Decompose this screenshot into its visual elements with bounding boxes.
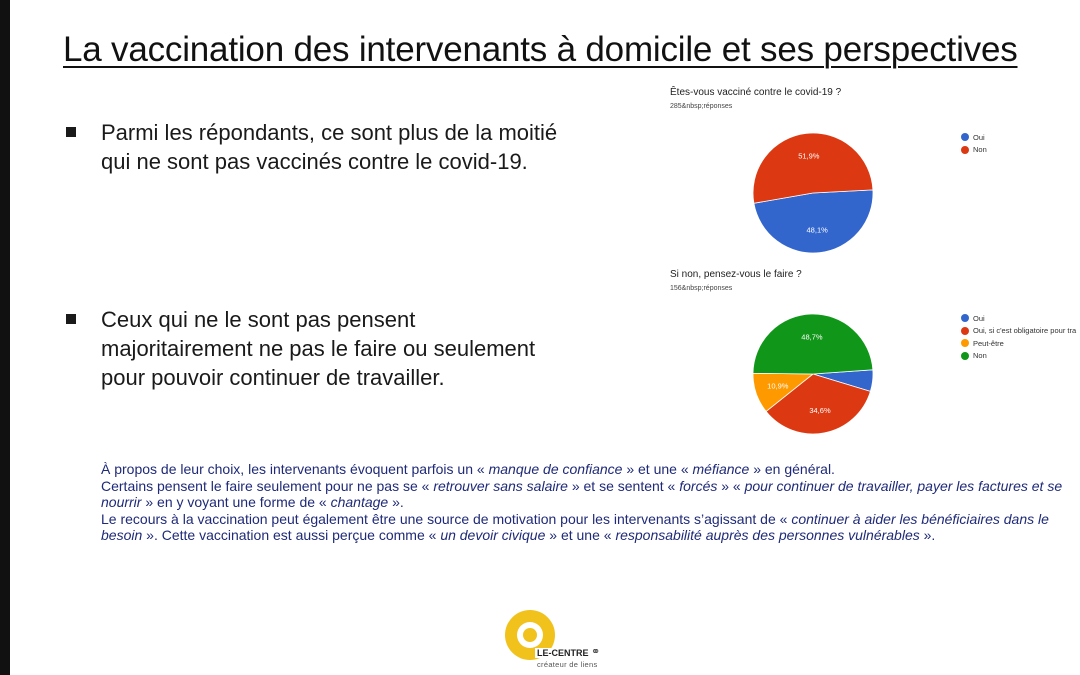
summary-text: Le recours à la vaccination peut également être une source de motivation pour les intervenants s’agissant de « [101,510,792,527]
summary-text: ». [388,494,404,510]
bullet-text: Ceux qui ne le sont pas pensent majoritairement ne pas le faire ou seulement pour pouvoir continuer de travailler. [101,307,536,390]
chart1-pie [753,133,873,253]
summary-text: ». [919,527,936,543]
legend-swatch [961,314,969,322]
pie-slice-non [753,314,873,374]
legend-item [961,350,1076,363]
chart1-title: Êtes-vous vacciné contre le covid-19 ? [670,87,842,98]
legend-label: Non [973,145,987,155]
chart1-response-count: 285&nbsp;réponses [670,103,733,110]
summary-text: » en y voyant une forme de « [141,494,331,510]
legend-label: Oui [973,313,985,323]
logo-name: LE-CENTRE [537,648,589,658]
left-border-bar [0,0,10,675]
summary-text: Certains pensent le faire seulement pour ne pas se « [101,477,434,494]
legend-item [961,325,1076,338]
summary-paragraph-choice [101,461,1066,478]
quoted-term: un devoir civique [440,527,546,543]
square-bullet-icon [66,314,76,324]
legend-swatch [961,327,969,335]
legend-item [961,144,987,157]
quoted-term: chantage [330,494,389,510]
bullet-text: Parmi les répondants, ce sont plus de la moitié qui ne sont pas vaccinés contre le covid-19. [101,120,558,174]
logo-tagline: créateur de liens [537,660,598,669]
legend-label: Oui, si c'est obligatoire pour tra [973,326,1077,336]
summary-text: ». Cette vaccination est aussi perçue comme « [142,527,441,543]
legend-swatch [961,146,969,154]
legend-item [961,337,1076,350]
quoted-term: pour continuer de travailler, payer les factures et se nourrir [101,477,1063,510]
legend-item [961,312,1076,325]
slide-title: La vaccination des intervenants à domicile et ses perspectives [63,30,1018,69]
legend-swatch [961,352,969,360]
chart1-legend [961,131,987,156]
quoted-term: forcés [679,477,718,494]
quoted-term: manque de confiance [488,461,623,477]
quoted-term: continuer à aider les bénéficiaires dans le besoin [101,510,1049,543]
pie-data-label: 10,9% [767,381,789,391]
summary-text: » et se sentent « [567,477,680,494]
quoted-term: retrouver sans salaire [433,477,568,494]
chart2-pie [753,314,873,434]
pie-data-label: 34,6% [809,406,831,416]
chart2-response-count: 156&nbsp;réponses [670,285,733,292]
le-centre-logo [505,610,615,672]
summary-paragraph-constraint [101,478,1066,511]
qualitative-summary [101,461,1066,544]
chart2-title: Si non, pensez-vous le faire ? [670,269,802,280]
chart2-legend [961,312,1076,362]
people-icon: ⚭ [591,646,601,658]
pie-data-label: 48,1% [806,225,828,235]
summary-text: » et une « [545,527,616,543]
legend-swatch [961,339,969,347]
legend-label: Oui [973,132,985,142]
legend-label: Non [973,351,987,361]
summary-text: » et une « [622,461,693,477]
summary-paragraph-motivation [101,511,1066,544]
square-bullet-icon [66,127,76,137]
quoted-term: responsabilité auprès des personnes vulnérables [615,527,920,543]
legend-swatch [961,133,969,141]
pie-data-label: 51,9% [798,151,820,161]
legend-label: Peut-être [973,338,1004,348]
summary-text: » « [717,477,745,494]
summary-text: À propos de leur choix, les intervenants évoquent parfois un « [101,461,489,477]
pie-data-label: 48,7% [801,332,823,342]
summary-text: » en général. [749,461,835,477]
quoted-term: méfiance [692,461,750,477]
legend-item [961,131,987,144]
